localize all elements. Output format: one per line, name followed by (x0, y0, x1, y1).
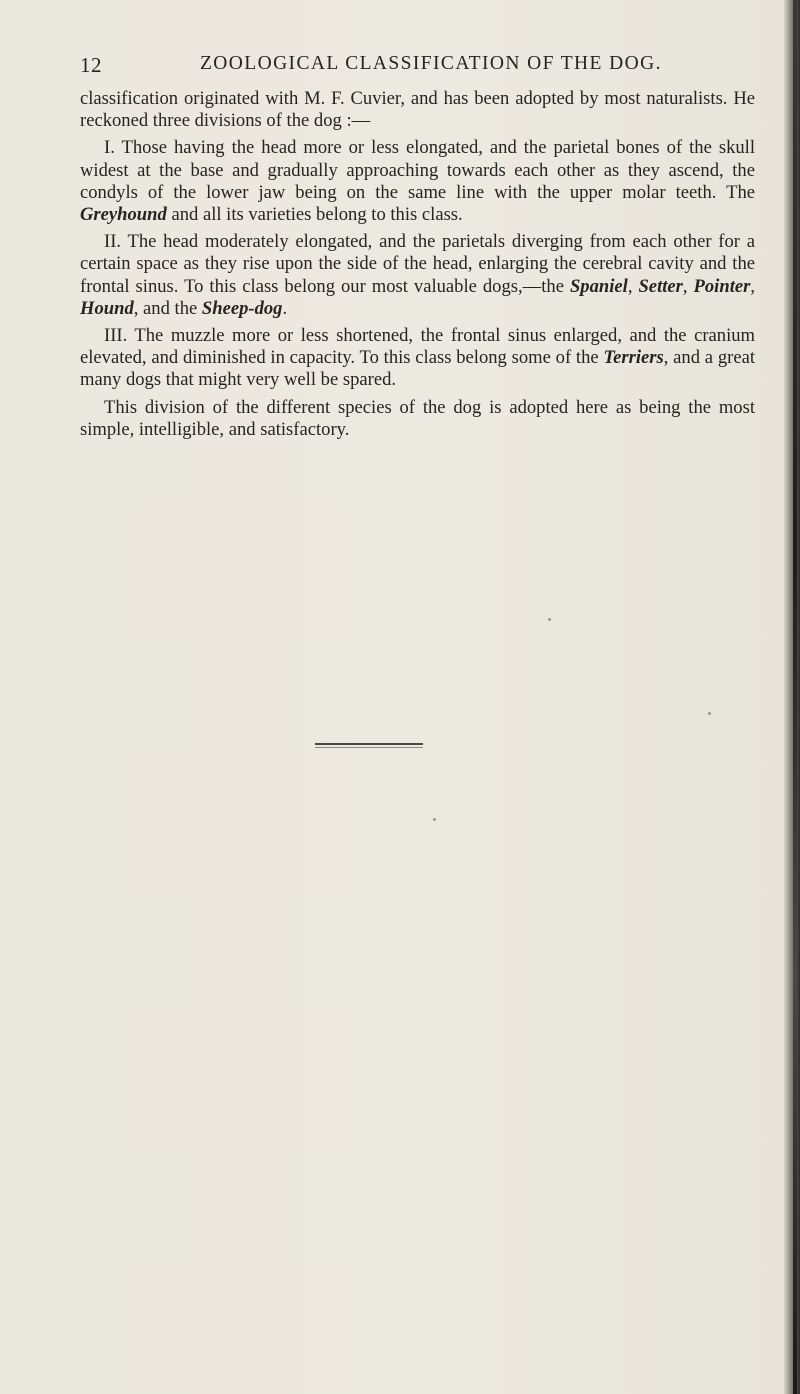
text-segment: and all its varieties belong to this class. (166, 204, 463, 226)
page-number: 12 (80, 53, 102, 77)
text-segment: , (627, 275, 639, 297)
running-title: ZOOLOGICAL CLASSIFICATION OF THE DOG. (200, 53, 662, 74)
italic-term: Setter (638, 275, 683, 297)
paragraph-class-one (80, 137, 755, 226)
italic-term: Greyhound (80, 204, 167, 226)
text-segment: , and a great many dogs that might very well be spared. (80, 347, 756, 391)
text-segment: , (682, 275, 694, 297)
paragraph-intro (80, 88, 755, 132)
paragraph-class-two (80, 231, 755, 320)
text-segment: III. The muzzle more or less shortened, the frontal sinus enlarged, and the cranium elevated, and diminished in capacity. To this class belong some of the (80, 325, 755, 369)
text-segment: This division of the different species of the dog is adopted here as being the most simple, intelligible, and satisfactory. (80, 396, 755, 440)
italic-term: Terriers (603, 347, 664, 369)
text-segment: . (282, 297, 288, 319)
body-text (80, 88, 755, 441)
page-header (80, 53, 760, 81)
paragraph-conclusion (80, 397, 755, 441)
italic-term: Spaniel (569, 275, 628, 297)
text-segment: , and the (133, 297, 202, 319)
paper-speck (708, 712, 711, 715)
page-edge-binding (793, 0, 797, 1394)
text-segment: , (750, 275, 756, 297)
page-edge-shadow (784, 0, 800, 1394)
text-segment: II. The head moderately elongated, and the parietals diverging from each other for a certain space as they rise upon the side of the head, enlarging the cerebral cavity and the frontal sinus. To this class belong our most valuable dogs,—the (80, 231, 755, 297)
paragraph-class-three (80, 325, 755, 392)
paper-speck (548, 618, 551, 621)
italic-term: Sheep-dog (201, 297, 283, 319)
paper-speck (433, 818, 436, 821)
text-segment: I. Those having the head more or less elongated, and the parietal bones of the skull widest at the base and gradually approaching towards each other as they ascend, the condyls of the lower jaw being on the same line with the upper molar teeth. The (80, 137, 755, 203)
italic-term: Hound (80, 297, 134, 319)
text-segment: classification originated with M. F. Cuvier, and has been adopted by most naturalists. He reckoned three divisions of the dog :— (80, 88, 755, 132)
section-divider-underline (315, 747, 423, 748)
italic-term: Pointer (693, 275, 751, 297)
section-divider-rule (315, 743, 423, 745)
